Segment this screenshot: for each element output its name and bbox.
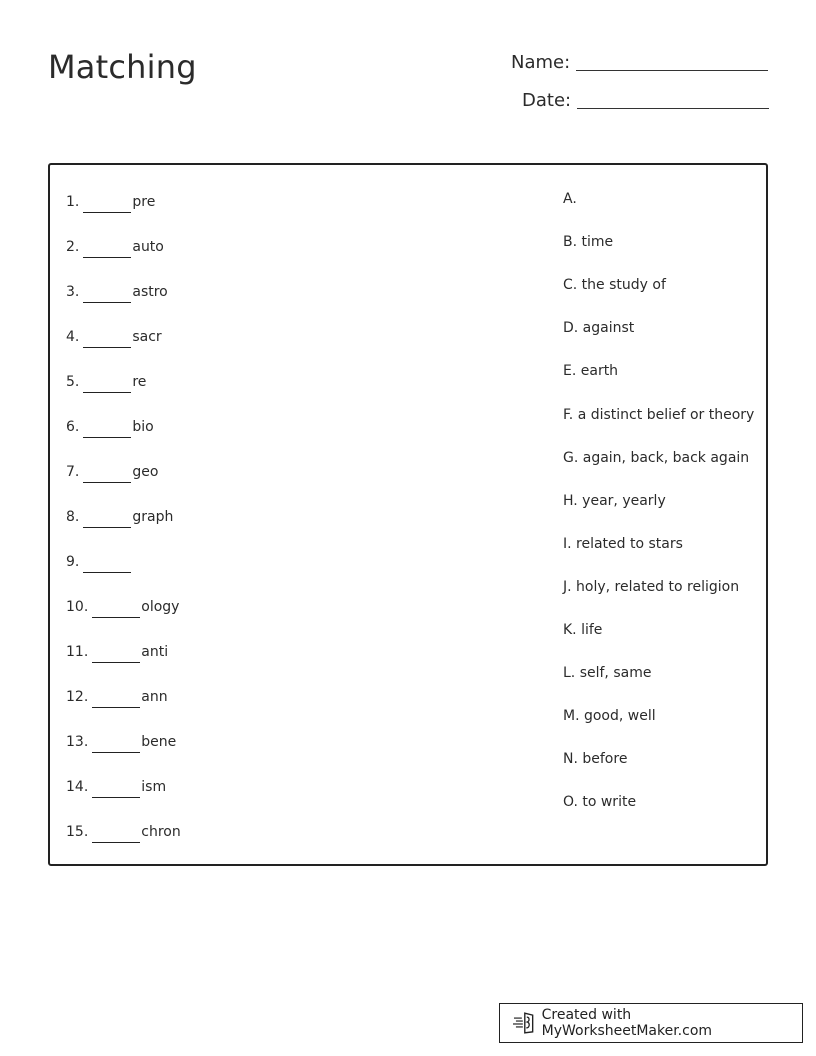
question-number: 5. — [66, 374, 80, 390]
answer-blank[interactable] — [83, 257, 131, 258]
question-number: 13. — [66, 734, 89, 750]
answer-option: C. the study of — [563, 277, 666, 294]
question-number: 8. — [66, 509, 80, 525]
question-number: 7. — [66, 464, 80, 480]
question-number: 1. — [66, 194, 80, 210]
question-row — [66, 235, 164, 255]
question-row — [66, 640, 168, 660]
name-label: Name: — [511, 52, 571, 73]
answer-blank[interactable] — [92, 707, 140, 708]
answer-blank[interactable] — [83, 212, 131, 213]
question-row — [66, 820, 181, 840]
question-term: sacr — [132, 329, 162, 345]
name-line[interactable] — [576, 70, 768, 71]
question-number: 6. — [66, 419, 80, 435]
question-number: 12. — [66, 689, 89, 705]
date-field — [522, 90, 769, 111]
answer-blank[interactable] — [83, 527, 131, 528]
question-term: ology — [141, 599, 180, 615]
question-number: 3. — [66, 284, 80, 300]
credit-text: Created with MyWorksheetMaker.com — [541, 1007, 713, 1039]
page-title: Matching — [48, 48, 197, 86]
answer-blank[interactable] — [83, 572, 131, 573]
date-line[interactable] — [577, 108, 769, 109]
question-number: 14. — [66, 779, 89, 795]
question-number: 11. — [66, 644, 89, 660]
question-row — [66, 595, 179, 615]
name-field — [511, 52, 768, 73]
question-term: anti — [141, 644, 169, 660]
answer-option: A. — [563, 191, 577, 207]
answer-option: M. good, well — [563, 708, 656, 725]
answer-option: K. life — [563, 622, 603, 638]
credit-badge — [499, 1003, 803, 1043]
question-number: 2. — [66, 239, 80, 255]
question-term: re — [132, 374, 147, 390]
question-number: 15. — [66, 824, 89, 840]
question-term: astro — [132, 284, 168, 300]
question-row — [66, 280, 168, 300]
question-row — [66, 415, 154, 435]
question-row — [66, 325, 162, 345]
question-number: 10. — [66, 599, 89, 615]
question-number: 9. — [66, 554, 80, 570]
worksheet-maker-logo-icon — [512, 1012, 536, 1034]
answer-option: E. earth — [563, 363, 619, 380]
answer-blank[interactable] — [92, 752, 140, 753]
answer-option: J. holy, related to religion — [563, 578, 740, 595]
answer-option: D. against — [563, 320, 635, 337]
answer-option: G. again, back, back again — [563, 449, 750, 466]
question-term: chron — [141, 824, 181, 840]
answer-option: H. year, yearly — [563, 492, 666, 509]
answer-option: F. a distinct belief or theory — [563, 406, 755, 423]
answer-option: B. time — [563, 234, 614, 251]
answer-option: I. related to stars — [563, 535, 683, 552]
question-term: bio — [132, 419, 154, 435]
date-label: Date: — [522, 90, 572, 111]
answer-option: O. to write — [563, 794, 637, 811]
question-term: geo — [132, 464, 159, 480]
answer-blank[interactable] — [92, 842, 140, 843]
answer-blank[interactable] — [83, 347, 131, 348]
question-row — [66, 190, 155, 210]
question-row — [66, 775, 166, 795]
answer-blank[interactable] — [92, 617, 140, 618]
question-term: pre — [132, 194, 156, 210]
question-row — [66, 550, 132, 570]
question-number: 4. — [66, 329, 80, 345]
answer-option: L. self, same — [563, 665, 652, 682]
question-row — [66, 505, 173, 525]
question-term: ann — [141, 689, 168, 705]
answer-blank[interactable] — [92, 662, 140, 663]
answer-blank[interactable] — [83, 392, 131, 393]
question-term: auto — [132, 239, 164, 255]
question-row — [66, 730, 176, 750]
question-term: bene — [141, 734, 177, 750]
answer-blank[interactable] — [92, 797, 140, 798]
question-row — [66, 370, 146, 390]
question-row — [66, 460, 158, 480]
question-row — [66, 685, 168, 705]
answer-blank[interactable] — [83, 302, 131, 303]
answer-blank[interactable] — [83, 482, 131, 483]
answer-option: N. before — [563, 751, 628, 768]
question-term: ism — [141, 779, 167, 795]
answer-blank[interactable] — [83, 437, 131, 438]
question-term: graph — [132, 509, 174, 525]
